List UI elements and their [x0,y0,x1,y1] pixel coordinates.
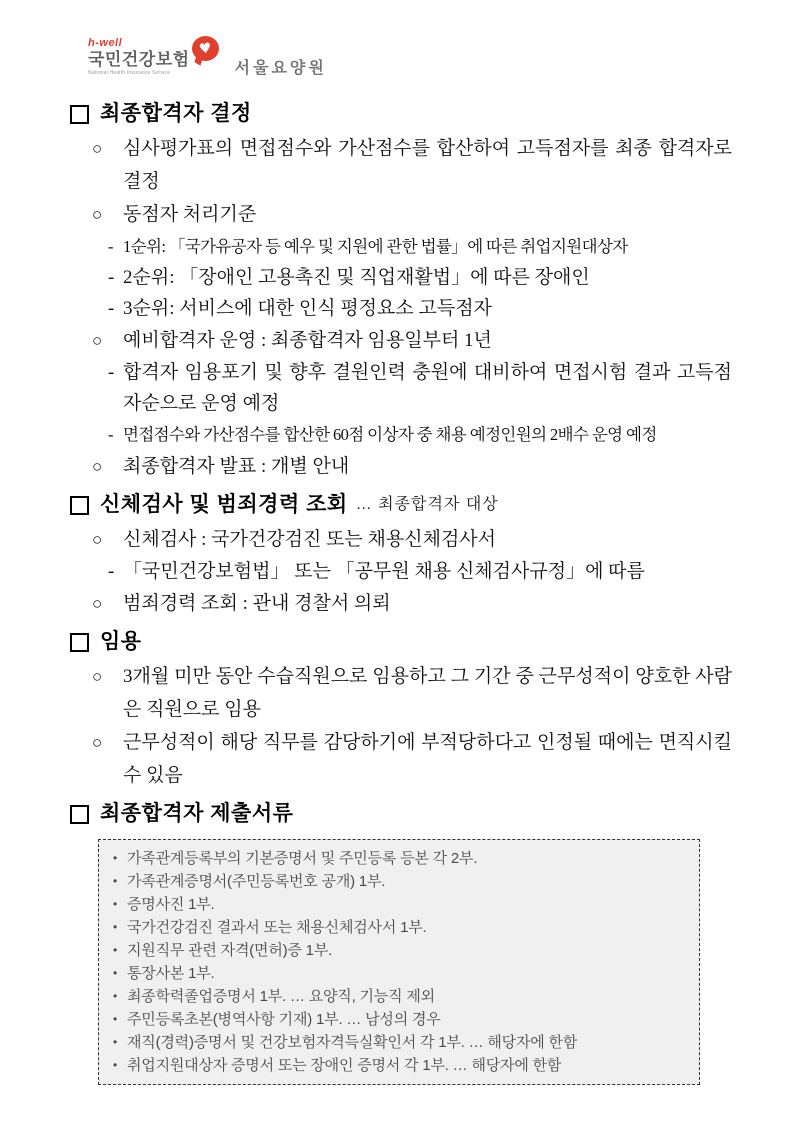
list-item [70,556,732,587]
list-item [70,726,732,792]
box-list-item [113,1031,689,1054]
item-marker: - [108,237,113,256]
box-item-text: 주민등록초본(병역사항 기재) 1부. … 남성의 경우 [127,1011,441,1028]
heart-icon-circle: ♥ [192,36,219,61]
list-item [70,198,732,231]
list-item [70,357,732,419]
section-items [70,523,732,620]
box-list-item [113,893,689,916]
box-item-marker: • [113,989,118,1003]
item-text: 3순위: 서비스에 대한 인식 평정요소 고득점자 [123,298,492,319]
item-text: 면접점수와 가산점수를 합산한 60점 이상자 중 채용 예정인원의 2배수 운영 예정 [123,425,657,444]
item-text: 합격자 임용포기 및 향후 결원인력 충원에 대비하여 면접시험 결과 고득점자순으로 운영 예정 [123,362,732,414]
document-section [70,99,732,483]
section-title: 최종합격자 제출서류 [100,802,294,825]
box-item-text: 가족관계등록부의 기본증명서 및 주민등록 등본 각 2부. [127,850,478,867]
item-marker: ○ [92,667,103,686]
item-text: 근무성적이 해당 직무를 감당하기에 부적당하다고 인정될 때에는 면직시킬 수 있음 [123,732,732,786]
list-item [70,324,732,357]
list-item [70,419,732,450]
box-item-text: 재직(경력)증명서 및 건강보험자격득실확인서 각 1부. … 해당자에 한함 [127,1034,578,1051]
box-item-text: 지원직무 관련 자격(면허)증 1부. [127,942,333,959]
item-marker: - [108,362,115,383]
item-text: 범죄경력 조회 : 관내 경찰서 의뢰 [123,593,391,614]
box-item-marker: • [113,1058,118,1072]
item-text: 2순위: 「장애인 고용촉진 및 직업재활법」에 따른 장애인 [123,267,590,288]
list-item [70,450,732,483]
item-marker: ○ [92,139,103,158]
checkbox-icon [70,496,89,515]
nhis-org-subtext: National Health Insurance Service [88,70,171,76]
item-marker: ○ [92,733,103,752]
section-title: 임용 [100,630,142,653]
box-list-item [113,1008,689,1031]
item-text: 최종합격자 발표 : 개별 안내 [123,456,350,477]
site-name: 서울요양원 [234,60,327,77]
hwell-wordmark: h-well [88,37,123,49]
nhis-org-name: 국민건강보험 [88,50,190,69]
item-text: 3개월 미만 동안 수습직원으로 임용하고 그 기간 중 근무성적이 양호한 사람은 직원으로 임용 [123,666,732,720]
list-item [70,231,732,262]
checkbox-icon [70,633,89,652]
item-marker: ○ [92,457,103,476]
section-title-suffix: … 최종합격자 대상 [355,496,499,513]
document-body [70,92,732,1085]
item-marker: ○ [92,594,103,613]
box-list-item [113,916,689,939]
box-list-item [113,870,689,893]
box-list-item [113,962,689,985]
box-item-marker: • [113,851,118,865]
document-section [70,490,732,620]
box-item-text: 가족관계증명서(주민등록번호 공개) 1부. [127,873,386,890]
box-item-marker: • [113,943,118,957]
box-item-marker: • [113,1035,118,1049]
nhis-logo [88,38,190,76]
list-item [70,587,732,620]
item-text: 동점자 처리기준 [123,204,257,225]
document-section [70,799,732,1085]
list-item [70,660,732,726]
item-marker: - [108,425,113,444]
heart-icon [192,36,219,62]
box-item-text: 최종학력졸업증명서 1부. … 요양직, 기능직 제외 [127,988,435,1005]
item-marker: ○ [92,331,103,350]
item-marker: ○ [92,205,103,224]
item-text: 「국민건강보험법」 또는 「공무원 채용 신체검사규정」에 따름 [123,561,645,582]
box-item-text: 국가건강검진 결과서 또는 채용신체검사서 1부. [127,919,427,936]
list-item [70,293,732,324]
section-title: 최종합격자 결정 [100,102,252,125]
box-item-marker: • [113,966,118,980]
item-marker: - [108,298,115,319]
list-item [70,523,732,556]
item-marker: ○ [92,530,103,549]
item-text: 예비합격자 운영 : 최종합격자 임용일부터 1년 [123,330,492,351]
item-text: 1순위: 「국가유공자 등 예우 및 지원에 관한 법률」에 따른 취업지원대상자 [123,237,628,256]
box-item-marker: • [113,1012,118,1026]
item-marker: - [108,267,115,288]
list-item [70,262,732,293]
item-marker: - [108,561,115,582]
item-text: 심사평가표의 면접점수와 가산점수를 합산하여 고득점자를 최종 합격자로 결정 [123,138,732,192]
document-section [70,627,732,792]
submit-documents-box [98,839,700,1085]
item-text: 신체검사 : 국가건강검진 또는 채용신체검사서 [123,529,497,550]
section-items [70,132,732,483]
section-header [70,627,732,657]
box-item-marker: • [113,897,118,911]
box-item-marker: • [113,874,118,888]
section-header [70,99,732,129]
box-list-item [113,847,689,870]
box-list-item [113,939,689,962]
box-item-text: 증명사진 1부. [127,896,215,913]
section-items [70,660,732,792]
checkbox-icon [70,805,89,824]
box-list-item [113,1054,689,1077]
box-list-item [113,985,689,1008]
box-item-text: 취업지원대상자 증명서 또는 장애인 증명서 각 1부. … 해당자에 한함 [127,1057,562,1074]
checkbox-icon [70,105,89,124]
box-item-text: 통장사본 1부. [127,965,215,982]
section-header [70,799,732,829]
section-header [70,490,732,520]
box-item-marker: • [113,920,118,934]
list-item [70,132,732,198]
logo-header [88,38,327,78]
section-title: 신체검사 및 범죄경력 조회 [100,493,348,516]
